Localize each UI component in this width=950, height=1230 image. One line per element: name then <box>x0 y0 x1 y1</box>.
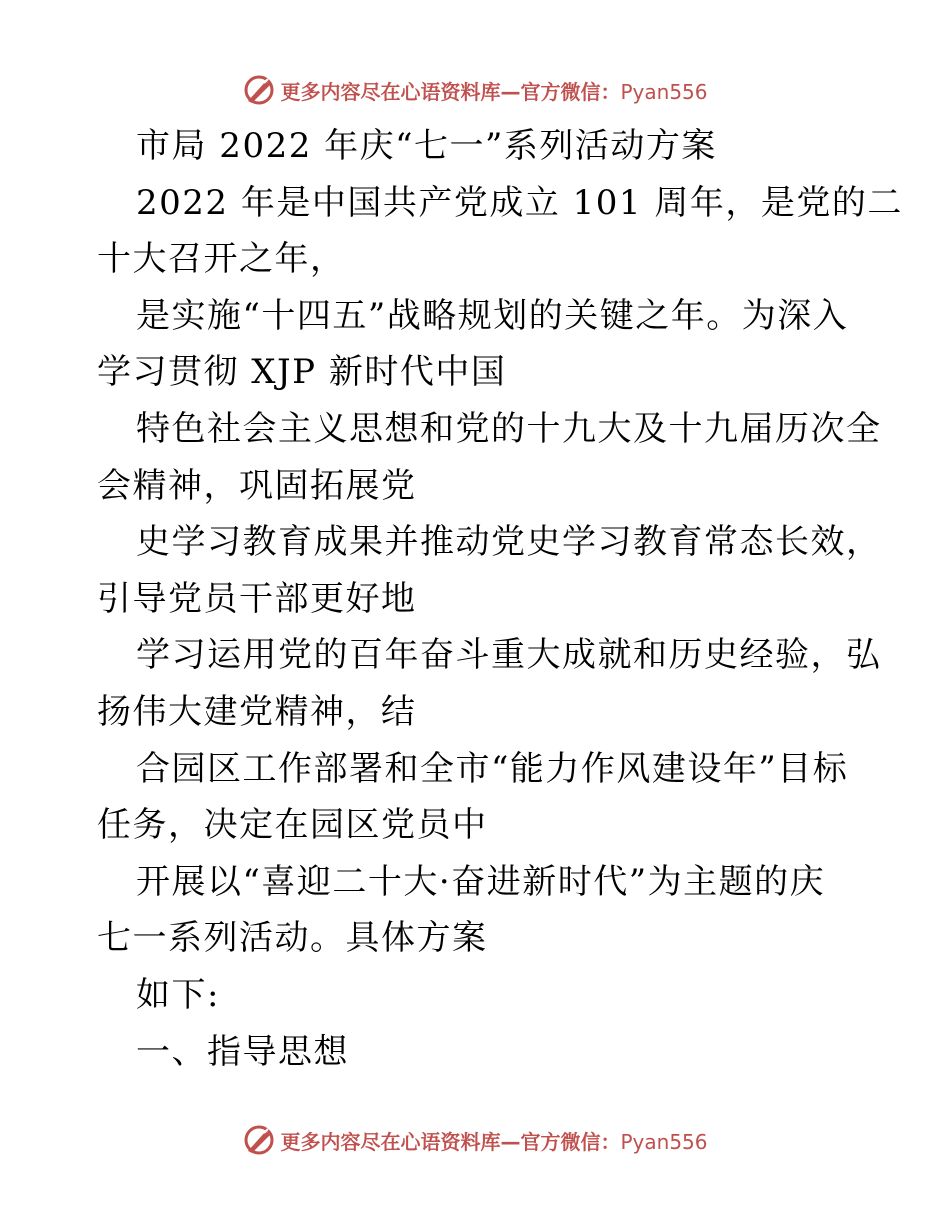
document-body <box>97 118 903 1080</box>
banner-text: 更多内容尽在心语资料库—官方微信：Pyan556 <box>280 79 708 104</box>
document-line: 学习贯彻 XJP 新时代中国 <box>97 352 507 393</box>
pen-circle-logo-icon <box>242 73 276 107</box>
document-line: 十大召开之年， <box>97 239 346 280</box>
document-line: 开展以“喜迎二十大·奋进新时代”为主题的庆 <box>136 861 826 902</box>
document-line: 一、指导思想 <box>136 1031 349 1072</box>
banner-contact: Pyan556 <box>620 1129 708 1154</box>
banner-text: 更多内容尽在心语资料库—官方微信：Pyan556 <box>280 1129 708 1154</box>
document-line: 特色社会主义思想和党的十九大及十九届历次全 <box>136 408 882 449</box>
banner-contact: Pyan556 <box>620 79 708 104</box>
document-line: 史学习教育成果并推动党史学习教育常态长效， <box>136 522 882 563</box>
pen-circle-logo-icon <box>242 1123 276 1157</box>
header-watermark-banner <box>0 70 950 110</box>
document-line: 任务，决定在园区党员中 <box>97 805 488 846</box>
document-line: 2022 年是中国共产党成立 101 周年，是党的二 <box>136 182 903 223</box>
document-line: 如下: <box>136 974 220 1015</box>
document-line: 是实施“十四五”战略规划的关键之年。为深入 <box>136 295 849 336</box>
document-line: 会精神，巩固拓展党 <box>97 465 417 506</box>
document-line: 市局 2022 年庆“七一”系列活动方案 <box>136 126 717 166</box>
document-line: 学习运用党的百年奋斗重大成就和历史经验，弘 <box>136 635 882 676</box>
document-line: 合园区工作部署和全市“能力作风建设年”目标 <box>136 748 849 789</box>
document-line: 扬伟大建党精神，结 <box>97 691 417 732</box>
footer-watermark-banner <box>0 1120 950 1160</box>
document-line: 引导党员干部更好地 <box>97 578 417 619</box>
document-line: 七一系列活动。具体方案 <box>97 918 488 959</box>
